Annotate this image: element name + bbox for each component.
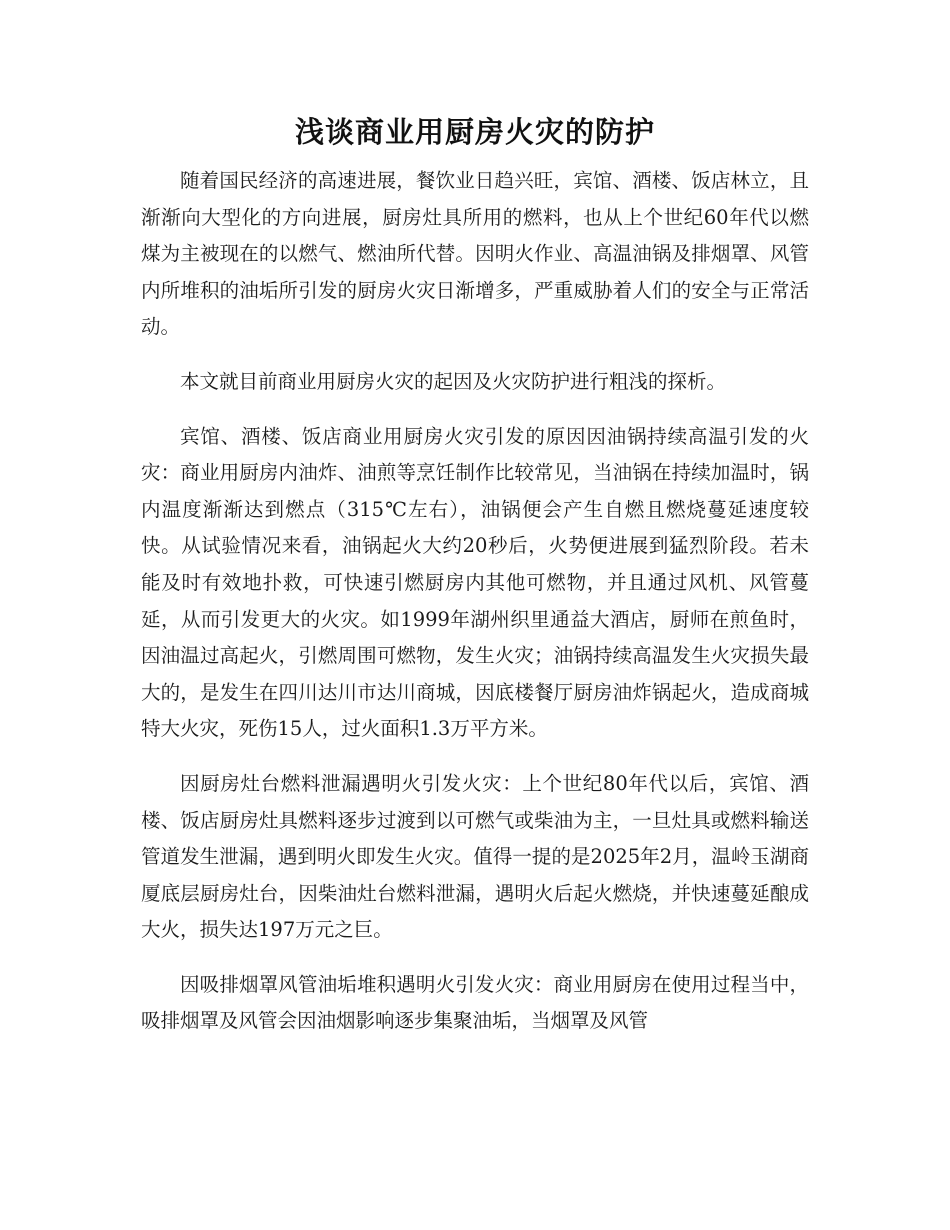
document-title: 浅谈商业用厨房火灾的防护 (294, 115, 655, 149)
paragraph-purpose: 本文就目前商业用厨房火灾的起因及火灾防护进行粗浅的探析。 (180, 369, 727, 393)
paragraph-intro: 随着国民经济的高速进展，餐饮业日趋兴旺，宾馆、酒楼、饭店林立，且渐渐向大型化的方向进展，厨房灶具所用的燃料，也从上个世纪60年代以燃煤为主被现在的以燃气、燃油所代替。因明火作业、高温油锅及排烟罩、风管内所堆积的油垢所引发的厨房火灾日渐增多，严重威胁着人们的安全与正常活动。 (141, 169, 809, 339)
paragraph-fuel-leak-fire: 因厨房灶台燃料泄漏遇明火引发火灾：上个世纪80年代以后，宾馆、酒楼、饭店厨房灶具燃料逐步过渡到以可燃气或柴油为主，一旦灶具或燃料输送管道发生泄漏，遇到明火即发生火灾。值得一提的是2025年2月，温岭玉湖商厦底层厨房灶台，因柴油灶台燃料泄漏，遇明火后起火燃烧，并快速蔓延酿成大火，损失达197万元之巨。 (141, 771, 809, 942)
paragraph-hood-grease-fire: 因吸排烟罩风管油垢堆积遇明火引发火灾：商业用厨房在使用过程当中，吸排烟罩及风管会因油烟影响逐步集聚油垢，当烟罩及风管 (141, 972, 809, 1033)
document-body (141, 163, 809, 1058)
paragraph-oil-pot-fire: 宾馆、酒楼、饭店商业用厨房火灾引发的原因因油锅持续高温引发的火灾：商业用厨房内油炸、油煎等烹饪制作比较常见，当油锅在持续加温时，锅内温度渐渐达到燃点（315℃左右），油锅便会产生自燃且燃烧蔓延速度较快。从试验情况来看，油锅起火大约20秒后，火势便进展到猛烈阶段。若未能及时有效地扑救，可快速引燃厨房内其他可燃物，并且通过风机、风管蔓延，从而引发更大的火灾。如1999年湖州织里通益大酒店，厨师在煎鱼时，因油温过高起火，引燃周围可燃物，发生火灾；油锅持续高温发生火灾损失最大的，是发生在四川达川市达川商城，因底楼餐厅厨房油炸锅起火，造成商城特大火灾，死伤15人，过火面积1.3万平方米。 (141, 424, 809, 741)
